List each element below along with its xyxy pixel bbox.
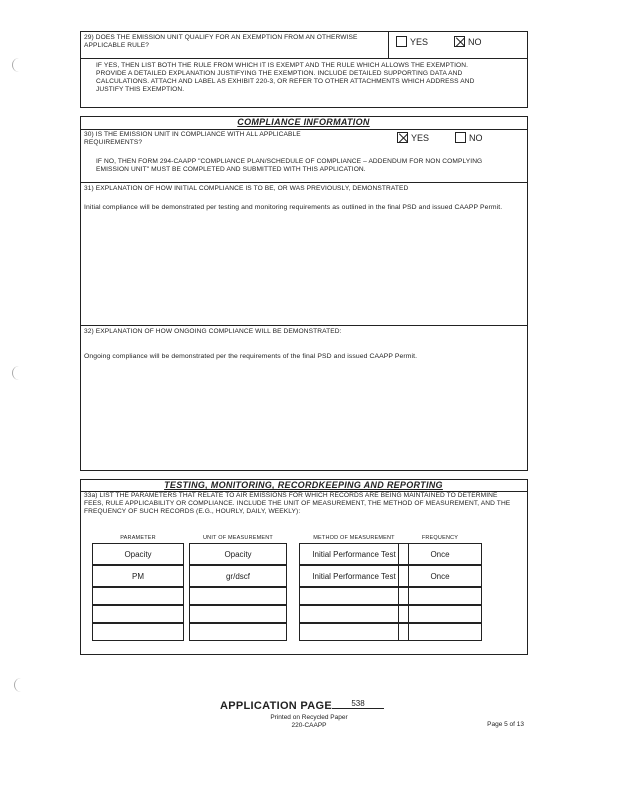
q30-if-no-text: IF NO, THEN FORM 294-CAAPP "COMPLIANCE PLAN/SCHEDULE OF COMPLIANCE – ADDENDUM FOR NON COMPLYING EMISSION UNIT" MUST BE COMPLETED AND SUBMITTED WITH THIS APPLICATION. <box>96 158 483 173</box>
q29-no-checkbox[interactable] <box>454 36 465 47</box>
q30-yes-label: YES <box>411 133 430 143</box>
application-page-label: APPLICATION PAGE <box>220 700 332 712</box>
page-of: Page 5 of 13 <box>487 721 524 728</box>
table-cell[interactable]: gr/dscf <box>189 565 287 587</box>
table-cell[interactable]: Once <box>398 565 482 587</box>
table-cell[interactable] <box>189 623 287 641</box>
table-cell[interactable] <box>299 623 409 641</box>
q29-question: 29) DOES THE EMISSION UNIT QUALIFY FOR AN EXEMPTION FROM AN OTHERWISE APPLICABLE RULE? <box>84 34 358 49</box>
table-cell[interactable]: PM <box>92 565 184 587</box>
q29-no-label: NO <box>468 37 482 47</box>
table-cell[interactable] <box>92 605 184 623</box>
q33a-question: 33a) LIST THE PARAMETERS THAT RELATE TO AIR EMISSIONS FOR WHICH RECORDS ARE BEING MAINTAINED TO DETERMINE FEES, RULE APPLICABILITY OR COMPLIANCE. INCLUDE THE UNIT OF MEASUREMENT, THE METHOD OF MEASUREMENT, AND THE FREQUENCY OF SUCH RECORDS (E.G., HOURLY, DAILY, WEEKLY): <box>84 492 511 515</box>
binder-hole-mark <box>12 366 23 380</box>
compliance-heading: COMPLIANCE INFORMATION <box>237 117 370 127</box>
table-cell[interactable] <box>299 587 409 605</box>
binder-hole-mark <box>14 678 25 692</box>
column-header-frequency: FREQUENCY <box>421 535 459 541</box>
column-header-unit: UNIT OF MEASUREMENT <box>202 535 273 541</box>
table-cell[interactable]: Initial Performance Test <box>299 565 409 587</box>
table-cell[interactable] <box>92 623 184 641</box>
q30-no-label: NO <box>469 133 483 143</box>
testing-heading: TESTING, MONITORING, RECORDKEEPING AND REPORTING <box>164 480 443 490</box>
q29-yes-checkbox[interactable] <box>396 36 407 47</box>
q31-answer[interactable]: Initial compliance will be demonstrated per testing and monitoring requirements as outlined in the final PSD and issued CAAPP Permit. <box>84 204 503 211</box>
q29-if-yes-text: IF YES, THEN LIST BOTH THE RULE FROM WHICH IT IS EXEMPT AND THE RULE WHICH ALLOWS THE EXEMPTION. PROVIDE A DETAILED EXPLANATION JUSTIFYING THE EXEMPTION. INCLUDE DETAILED SUPPORTING DATA AND CALCULATIONS. ATTACH AND LABEL AS EXHIBIT 220-3, OR REFER TO OTHER ATTACHMENTS WHICH ADDRESS AND JUSTIFY THIS EXEMPTION. <box>96 62 475 93</box>
table-cell[interactable] <box>299 605 409 623</box>
column-header-method: METHOD OF MEASUREMENT <box>313 535 395 541</box>
column-header-parameter: PARAMETER <box>120 535 156 541</box>
table-cell[interactable] <box>398 587 482 605</box>
q30-no-checkbox[interactable] <box>455 132 466 143</box>
table-cell[interactable] <box>189 587 287 605</box>
table-cell[interactable] <box>398 623 482 641</box>
q29-yes-label: YES <box>410 37 429 47</box>
q31-question: 31) EXPLANATION OF HOW INITIAL COMPLIANCE IS TO BE, OR WAS PREVIOUSLY, DEMONSTRATED <box>84 185 409 192</box>
q30-yes-checkbox[interactable] <box>397 132 408 143</box>
q30-question: 30) IS THE EMISSION UNIT IN COMPLIANCE WITH ALL APPLICABLE REQUIREMENTS? <box>84 131 301 146</box>
table-cell[interactable]: Opacity <box>189 543 287 565</box>
q32-answer[interactable]: Ongoing compliance will be demonstrated per the requirements of the final PSD and issued CAAPP Permit. <box>84 353 418 360</box>
table-cell[interactable]: Opacity <box>92 543 184 565</box>
recycled-paper-note: Printed on Recycled Paper <box>270 714 348 721</box>
binder-hole-mark <box>12 58 23 72</box>
q32-question: 32) EXPLANATION OF HOW ONGOING COMPLIANCE WILL BE DEMONSTRATED: <box>84 328 342 335</box>
table-cell[interactable] <box>398 605 482 623</box>
table-cell[interactable]: Initial Performance Test <box>299 543 409 565</box>
table-cell[interactable]: Once <box>398 543 482 565</box>
application-page-number: 538 <box>332 699 384 709</box>
table-cell[interactable] <box>92 587 184 605</box>
form-id: 220-CAAPP <box>291 722 327 729</box>
table-cell[interactable] <box>189 605 287 623</box>
